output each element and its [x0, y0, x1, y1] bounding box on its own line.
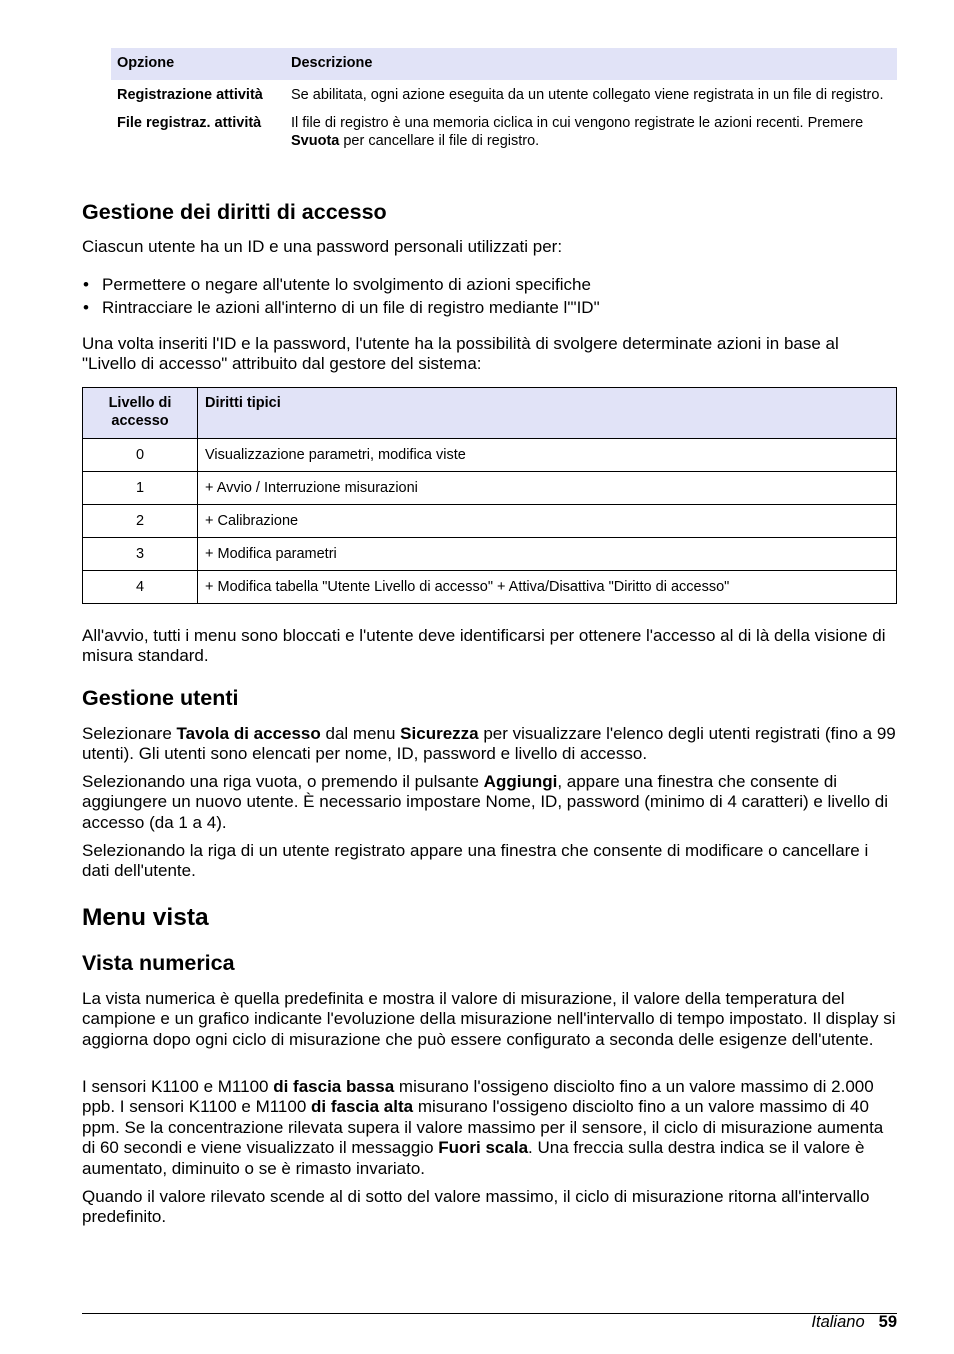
- table-row: [111, 80, 897, 108]
- options-header-description: Descrizione: [285, 48, 897, 80]
- table-row: [83, 505, 897, 538]
- users-paragraph-1: [82, 724, 897, 765]
- menu-paragraph-1: La vista numerica è quella predefinita e mostra il valore di misurazione, il valore della temperatura del campione e un grafico indicante l'evoluzione della misurazione nell'intervallo di tempo impostato. Il display si aggiorna dopo ogni ciclo di misurazione che può essere configurato a seconda delle esigenze dell'utente.: [82, 989, 896, 1049]
- list-item: • Rintracciare le azioni all'interno di un file di registro mediante l'"ID": [82, 296, 897, 319]
- table-row: [83, 472, 897, 505]
- section-title-access-rights: Gestione dei diritti di accesso: [82, 200, 387, 224]
- access-header-level: Livello di accesso: [83, 388, 198, 439]
- paragraph-text: I sensori K1100 e M1100: [82, 1077, 274, 1096]
- access-table-header: [83, 388, 897, 439]
- section-title-user-management: Gestione utenti: [82, 686, 239, 710]
- bold-term: Fuori scala: [438, 1138, 529, 1158]
- table-row: [83, 571, 897, 604]
- access-closing: All'avvio, tutti i menu sono bloccati e l'utente deve identificarsi per ottenere l'accesso al di là della visione di misura standard.: [82, 626, 886, 666]
- option-name: File registraz. attività: [117, 115, 262, 131]
- option-description: [285, 108, 897, 154]
- menu-reference: Sicurezza: [400, 724, 479, 743]
- button-reference: Aggiungi: [483, 772, 558, 791]
- access-level-value: 0: [83, 439, 198, 472]
- option-name: Registrazione attività: [117, 87, 263, 103]
- list-item: • Permettere o negare all'utente lo svolgimento di azioni specifiche: [82, 273, 897, 296]
- paragraph-text: Selezionare: [82, 724, 177, 743]
- access-level-value: 4: [83, 571, 198, 604]
- paragraph-text: . Una freccia sulla destra indica se il valore è aumentato, diminuito o se è rimasto invariato.: [82, 1138, 865, 1178]
- access-rights-value: Visualizzazione parametri, modifica viste: [198, 439, 897, 472]
- section-title-menu-view: Menu vista: [82, 904, 209, 931]
- table-row: [83, 538, 897, 571]
- menu-paragraph-2: [82, 1077, 897, 1179]
- paragraph-text: Selezionando una riga vuota, o premendo il pulsante: [82, 772, 484, 791]
- access-rights-value: + Modifica parametri: [198, 538, 897, 571]
- options-table-header: [111, 48, 897, 80]
- bold-term: di fascia bassa: [273, 1077, 395, 1096]
- options-table: [111, 48, 897, 154]
- menu-item-reference: Tavola di accesso: [176, 724, 321, 743]
- table-row: [111, 108, 897, 154]
- options-header-option: Opzione: [111, 48, 285, 80]
- description-text: Il file di registro è una memoria ciclica in cui vengono registrate le azioni recenti. Premere: [291, 115, 864, 131]
- access-rights-value: + Modifica tabella "Utente Livello di accesso" + Attiva/Disattiva "Diritto di accesso": [198, 571, 897, 604]
- access-level-value: 1: [83, 472, 198, 505]
- access-bullet-list: [82, 273, 897, 319]
- users-paragraph-3: Selezionando la riga di un utente registrato appare una finestra che consente di modificare o cancellare i dati dell'utente.: [82, 841, 869, 881]
- page-number: 59: [878, 1313, 897, 1331]
- description-bold: Svuota: [291, 133, 340, 149]
- access-level-value: 2: [83, 505, 198, 538]
- table-row: [83, 439, 897, 472]
- paragraph-text: misurano l'ossigeno disciolto fino a un valore massimo di 40 ppm. Se la concentrazione rilevata supera il valore massimo per il sensore, il ciclo di misurazione aumenta di 60 secondi e viene visualizzato il messaggio: [82, 1097, 884, 1158]
- description-text: per cancellare il file di registro.: [339, 133, 540, 149]
- bold-term: di fascia alta: [311, 1097, 414, 1117]
- paragraph-text: misurano l'ossigeno disciolto fino a un valore massimo di 2.000 ppb. I sensori K1100 e M1100: [82, 1077, 874, 1117]
- paragraph-text: dal menu: [320, 724, 401, 743]
- users-paragraph-2: [82, 772, 897, 833]
- menu-paragraph-3: Quando il valore rilevato scende al di sotto del valore massimo, il ciclo di misurazione ritorna all'intervallo predefinito.: [82, 1187, 870, 1227]
- page-footer: [811, 1313, 897, 1332]
- access-rights-value: + Avvio / Interruzione misurazioni: [198, 472, 897, 505]
- access-header-rights: Diritti tipici: [198, 388, 897, 439]
- subsection-title-numeric-view: Vista numerica: [82, 951, 235, 975]
- access-intro: Ciascun utente ha un ID e una password personali utilizzati per:: [82, 237, 563, 256]
- footer-divider: [82, 1313, 897, 1314]
- access-level-value: 3: [83, 538, 198, 571]
- access-level-table: [82, 387, 897, 604]
- footer-language: Italiano: [811, 1313, 865, 1331]
- option-description: Se abilitata, ogni azione eseguita da un utente collegato viene registrata in un file di registro.: [291, 87, 884, 103]
- paragraph-text: , appare una finestra che consente di aggiungere un nuovo utente. È necessario impostare Nome, ID, password (minimo di 4 caratteri) e livello di accesso (da 1 a 4).: [82, 772, 889, 832]
- paragraph-text: per visualizzare l'elenco degli utenti registrati (fino a 99 utenti). Gli utenti sono elencati per nome, ID, password e livello di accesso.: [82, 724, 896, 764]
- access-paragraph: Una volta inseriti l'ID e la password, l'utente ha la possibilità di svolgere determinate azioni in base al "Livello di accesso" attribuito dal gestore del sistema:: [82, 334, 839, 374]
- access-rights-value: + Calibrazione: [198, 505, 897, 538]
